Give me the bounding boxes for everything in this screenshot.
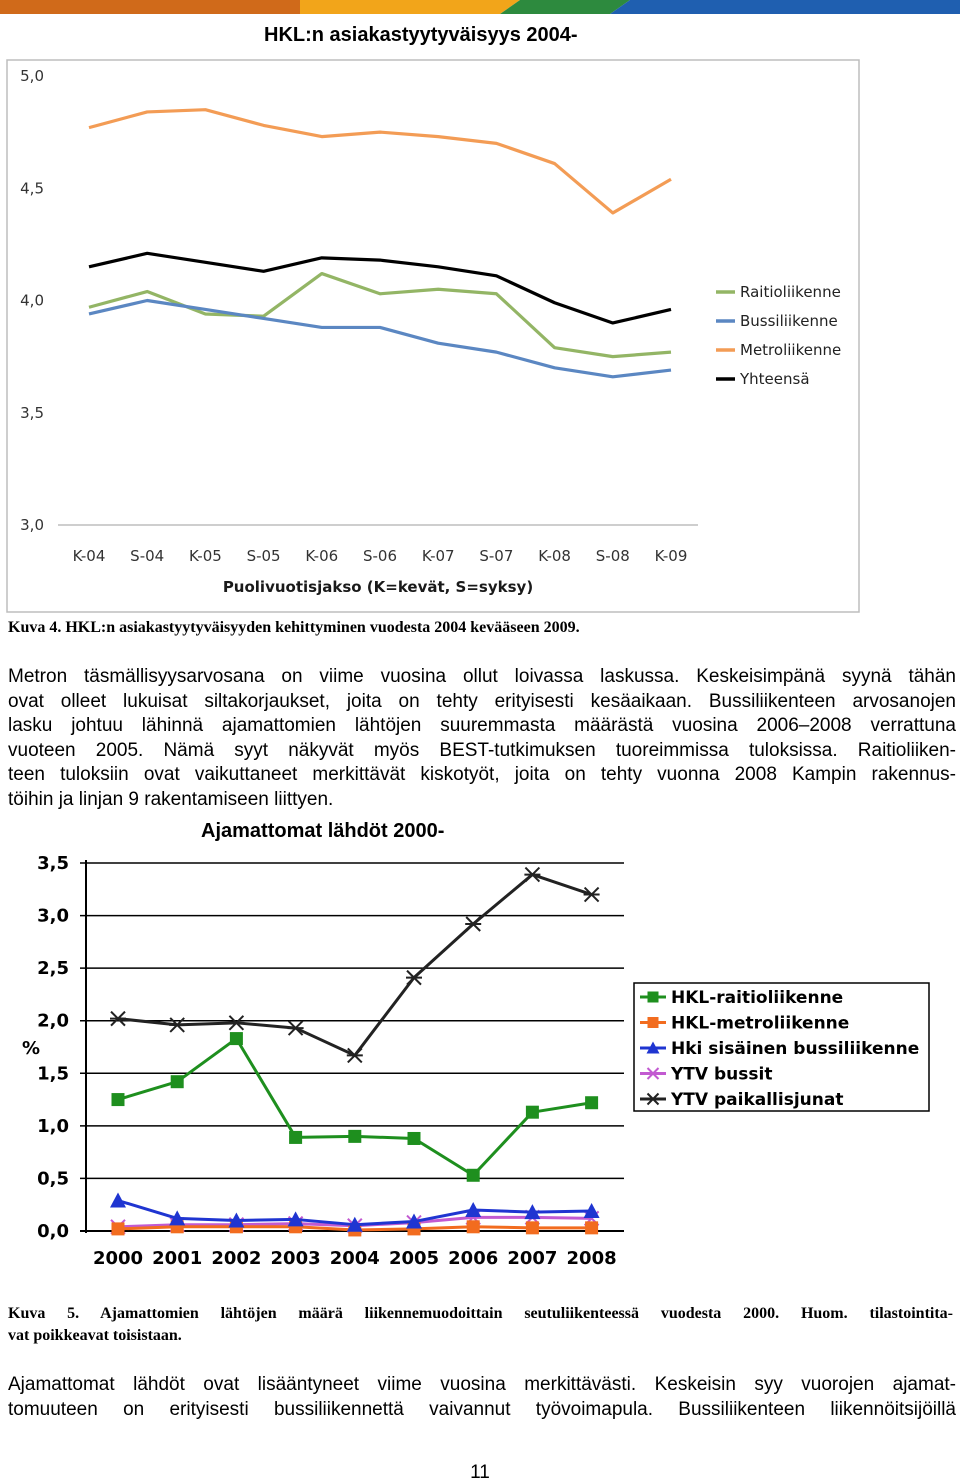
series-line [118,875,592,1056]
caption-line: Kuva 5. Ajamattomien lähtöjen määrä liikennemuodoittain seutuliikenteessä vuodesta 2000. Huom. tilastointita- [8,1305,953,1322]
data-point [112,1093,125,1106]
data-point [347,1048,363,1062]
legend-label: Metroliikenne [740,341,842,359]
x-tick-label: K-08 [538,547,571,565]
chart-frame [7,60,859,612]
x-tick-label: 2005 [388,1248,440,1269]
data-point [648,1017,659,1028]
y-tick-label: 3,5 [37,853,69,874]
figure1-caption: Kuva 4. HKL:n asiakastyytyväisyyden kehittyminen vuodesta 2004 kevääseen 2009. [8,619,580,636]
header-color-bar [0,0,960,14]
x-tick-label: K-04 [72,547,106,565]
data-point [585,1096,598,1109]
legend-label: Bussiliikenne [740,312,838,330]
data-point [526,1221,539,1234]
header-bar-segment [500,0,630,14]
data-point [288,1021,304,1035]
legend-label: Yhteensä [740,370,810,388]
y-tick-label: 2,0 [37,1010,69,1032]
y-tick-label: 1,5 [37,1063,69,1085]
unrun-departures-line-chart [0,845,940,1275]
y-tick-label: 4,0 [20,291,44,310]
x-tick-label: K-05 [189,547,222,565]
data-point [467,1169,480,1182]
data-point [585,1221,598,1234]
legend-label: HKL-metroliikenne [671,1013,850,1034]
legend-label: YTV paikallisjunat [671,1090,844,1110]
x-tick-label: S-06 [362,547,398,565]
header-bar-segment [0,0,300,14]
y-tick-label: 3,0 [20,516,44,534]
paragraph-1 [8,665,956,812]
y-tick-label: 0,0 [37,1221,69,1242]
data-point [112,1222,125,1235]
y-tick-label: 0,5 [37,1168,69,1190]
header-bar-segment [610,0,960,14]
x-tick-label: K-07 [421,547,455,565]
paragraph-line: töihin ja linjan 9 rakentamiseen liittyen. [8,788,334,810]
legend-label: Hki sisäinen bussiliikenne [671,1039,920,1059]
x-tick-label: S-08 [595,547,630,565]
paragraph-line: Metron täsmällisyysarvosana on viime vuosina ollut loivassa laskussa. Keskeisimpänä syynä tähän [8,666,956,687]
paragraph-line: teen tuloksiin ovat vaikuttaneet merkittävät kiskotyöt, joita on tehty vuonna 2008 Kampin rakennus- [8,764,956,785]
x-tick-label: 2002 [211,1248,262,1269]
x-tick-label: 2006 [448,1248,499,1269]
x-tick-label: S-05 [246,547,281,565]
series-group [110,868,600,1063]
data-point [230,1032,243,1045]
figure2-caption [8,1303,953,1347]
figure2-title: Ajamattomat lähdöt 2000- [201,820,445,842]
paragraph-line: tomuuteen on erityisesti bussiliikennettä vaivannut työvoimapula. Bussiliikenteen liikennöitsijöillä [8,1398,956,1420]
x-tick-label: 2007 [507,1248,558,1269]
x-tick-label: K-09 [654,547,688,565]
x-tick-label: 2004 [329,1248,380,1269]
x-tick-label: 2001 [152,1248,203,1269]
y-tick-label: 4,5 [20,179,44,198]
x-tick-label: S-04 [130,547,165,565]
paragraph-line: vuoteen 2005. Nämä syyt näkyvät myös BEST-tutkimuksen tuoreimmissa tuloksissa. Raitioliiken- [8,739,956,761]
data-point [584,888,600,902]
legend-label: HKL-raitioliikenne [671,988,844,1008]
y-tick-label: 1,0 [37,1115,69,1137]
data-point [406,971,422,985]
data-point [524,868,540,882]
data-point [228,1016,244,1030]
x-tick-label: S-07 [479,547,514,565]
y-tick-label: 2,5 [37,958,69,980]
caption-line: vat poikkeavat toisistaan. [8,1327,182,1344]
paragraph-line: Ajamattomat lähdöt ovat lisääntyneet viime vuosina merkittävästi. Keskeisin syy vuorojen ajamat- [8,1374,956,1395]
y-tick-label: 3,5 [20,403,44,422]
legend [634,983,929,1111]
data-point [648,992,659,1003]
y-axis-title: % [21,1038,41,1059]
y-tick-label: 5,0 [20,67,44,85]
data-point [465,917,481,931]
paragraph-2 [8,1373,956,1422]
data-point [289,1131,302,1144]
data-point [526,1106,539,1119]
figure1-title: HKL:n asiakastyytyväisyys 2004- [264,24,578,46]
data-point [110,1012,126,1026]
data-point [171,1075,184,1088]
header-bar-segment [300,0,520,14]
y-tick-label: 3,0 [37,905,69,927]
paragraph-line: lasku johtuu lähinnä ajamattomien lähtöjen suuremmasta määrästä vuosina 2006–2008 verrattuna [8,715,956,736]
data-point [467,1220,480,1233]
page-number: 11 [470,1462,490,1483]
series-line [118,1039,592,1176]
data-point [110,1193,126,1208]
paragraph-line: ovat olleet lukuisat siltakorjaukset, joita on tehty erityisesti kesäaikaan. Bussiliikenteen arvosanojen [8,690,956,712]
x-axis-title: Puolivuotisjakso (K=kevät, S=syksy) [222,578,534,596]
satisfaction-line-chart [0,55,870,615]
x-tick-label: 2003 [270,1248,321,1269]
legend-label: Raitioliikenne [740,283,841,301]
x-tick-label: 2000 [92,1248,144,1269]
legend-label: YTV bussit [671,1064,773,1085]
data-point [408,1132,421,1145]
data-point [348,1130,361,1143]
x-tick-label: K-06 [305,547,339,565]
x-tick-label: 2008 [566,1248,617,1269]
